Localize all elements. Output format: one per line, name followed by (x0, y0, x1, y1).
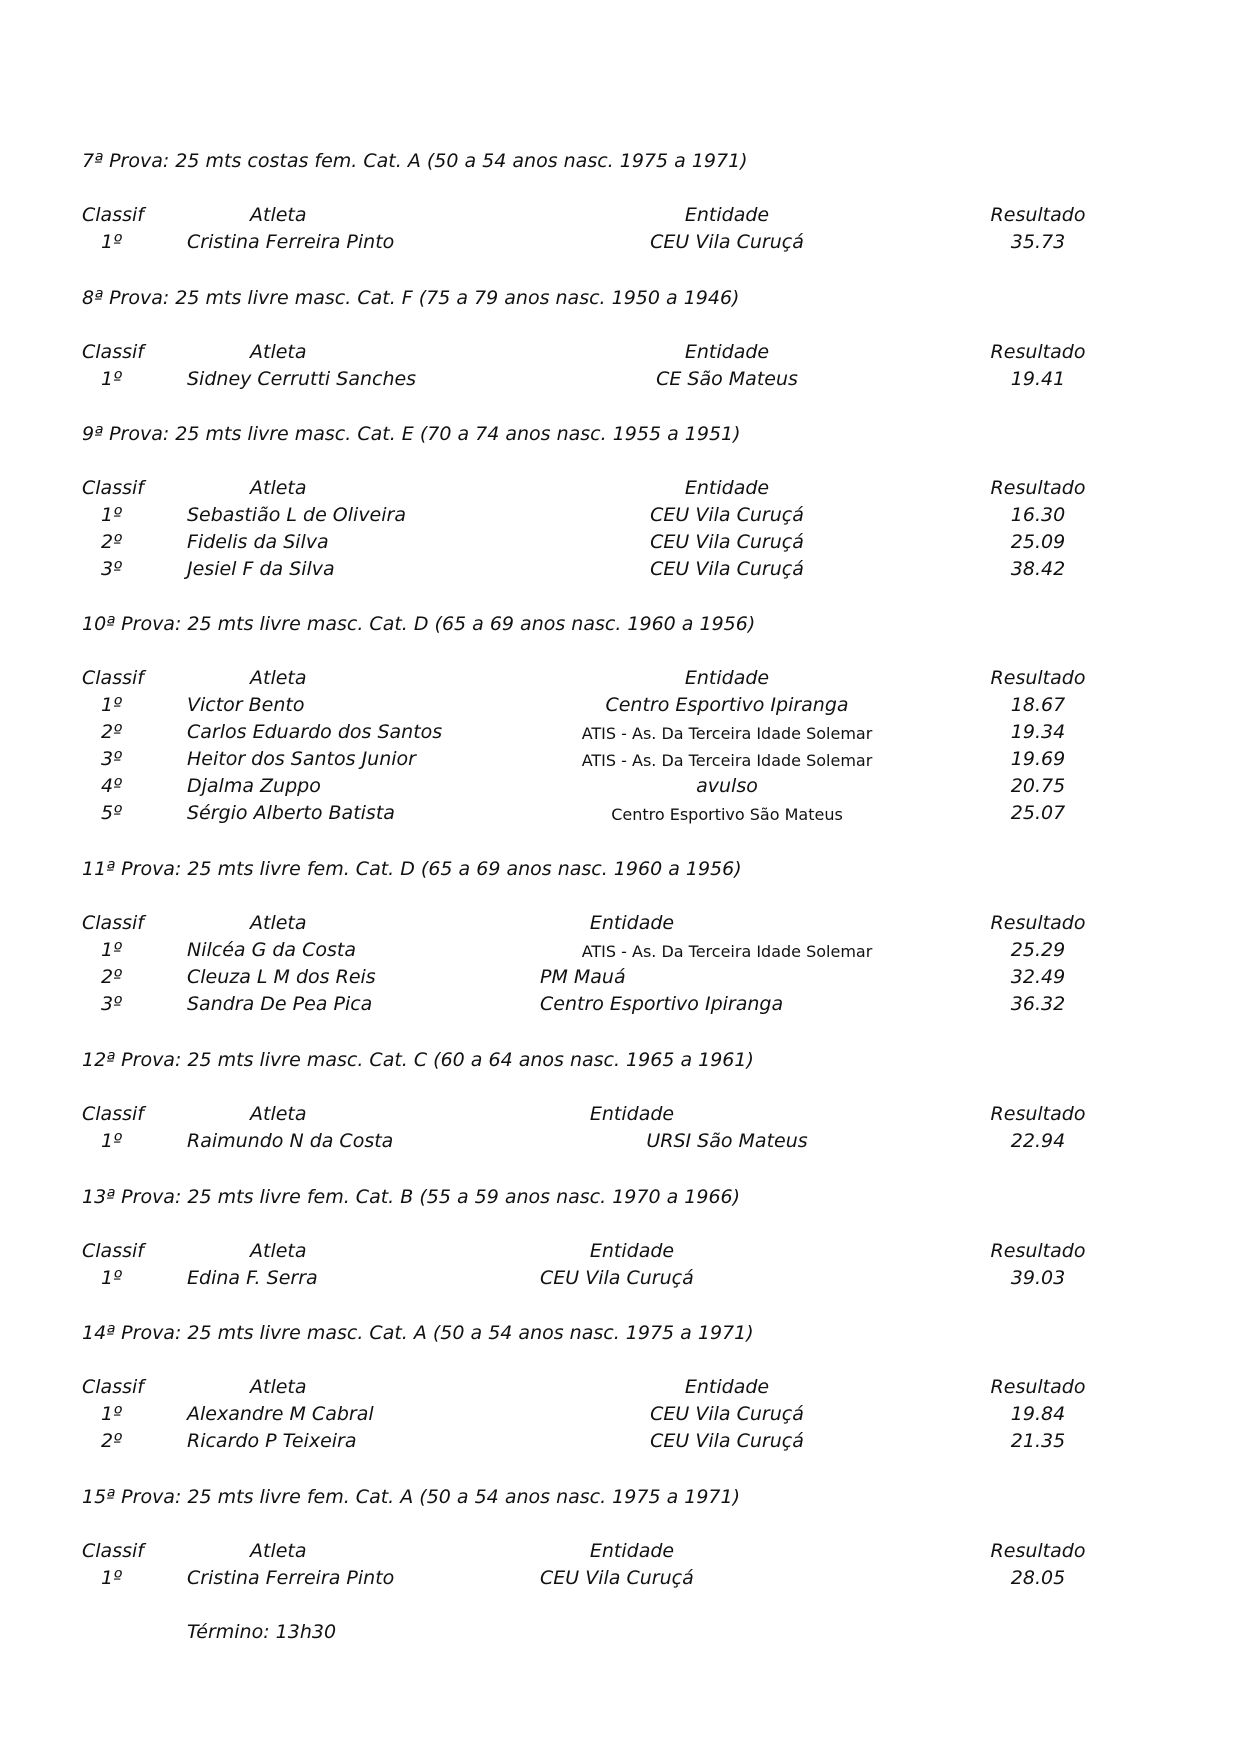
header-atleta: Atleta (250, 912, 307, 934)
row-rank: 1º (101, 694, 123, 716)
header-entidade: Entidade (589, 1240, 675, 1262)
header-entidade: Entidade (684, 341, 770, 363)
row-athlete: Fidelis da Silva (187, 531, 329, 553)
section-title: 12ª Prova: 25 mts livre masc. Cat. C (60 a 64 anos nasc. 1965 a 1961) (82, 1049, 754, 1071)
row-rank: 1º (101, 1267, 123, 1289)
header-entidade: Entidade (684, 204, 770, 226)
row-result: 39.03 (1010, 1267, 1066, 1289)
row-result: 25.09 (1010, 531, 1066, 553)
section-title: 14ª Prova: 25 mts livre masc. Cat. A (50 a 54 anos nasc. 1975 a 1971) (82, 1322, 754, 1344)
end-time: Término: 13h30 (187, 1621, 337, 1643)
row-athlete: Edina F. Serra (187, 1267, 318, 1289)
section-title: 15ª Prova: 25 mts livre fem. Cat. A (50 a 54 anos nasc. 1975 a 1971) (82, 1486, 741, 1508)
row-entity: PM Mauá (540, 966, 626, 988)
header-resultado: Resultado (990, 204, 1086, 226)
row-rank: 3º (101, 558, 123, 580)
row-result: 16.30 (1010, 504, 1066, 526)
row-athlete: Sidney Cerrutti Sanches (187, 368, 417, 390)
row-entity: CEU Vila Curuçá (650, 1430, 804, 1452)
header-resultado: Resultado (990, 912, 1086, 934)
header-classif: Classif (82, 1376, 144, 1398)
row-entity: ATIS - As. Da Terceira Idade Solemar (581, 751, 873, 770)
row-rank: 1º (101, 504, 123, 526)
row-rank: 3º (101, 748, 123, 770)
row-athlete: Sérgio Alberto Batista (187, 802, 395, 824)
header-atleta: Atleta (250, 341, 307, 363)
row-rank: 2º (101, 721, 123, 743)
row-result: 19.84 (1010, 1403, 1066, 1425)
row-entity: Centro Esportivo São Mateus (611, 805, 843, 824)
section-title: 11ª Prova: 25 mts livre fem. Cat. D (65 a 69 anos nasc. 1960 a 1956) (82, 858, 742, 880)
row-athlete: Cristina Ferreira Pinto (187, 231, 395, 253)
header-resultado: Resultado (990, 341, 1086, 363)
header-atleta: Atleta (250, 667, 307, 689)
header-atleta: Atleta (250, 1376, 307, 1398)
row-athlete: Jesiel F da Silva (187, 558, 335, 580)
header-classif: Classif (82, 477, 144, 499)
row-rank: 3º (101, 993, 123, 1015)
row-rank: 1º (101, 1130, 123, 1152)
row-entity: CEU Vila Curuçá (540, 1267, 694, 1289)
row-result: 32.49 (1010, 966, 1066, 988)
row-entity: CEU Vila Curuçá (650, 231, 804, 253)
row-athlete: Victor Bento (187, 694, 305, 716)
row-result: 25.07 (1010, 802, 1066, 824)
header-resultado: Resultado (990, 667, 1086, 689)
row-result: 20.75 (1010, 775, 1066, 797)
header-entidade: Entidade (684, 477, 770, 499)
row-entity: CEU Vila Curuçá (650, 1403, 804, 1425)
row-athlete: Alexandre M Cabral (187, 1403, 374, 1425)
row-entity: ATIS - As. Da Terceira Idade Solemar (581, 724, 873, 743)
row-athlete: Raimundo N da Costa (187, 1130, 394, 1152)
row-result: 19.41 (1010, 368, 1066, 390)
header-entidade: Entidade (589, 1540, 675, 1562)
row-rank: 1º (101, 1567, 123, 1589)
row-rank: 1º (101, 939, 123, 961)
row-athlete: Nilcéa G da Costa (187, 939, 356, 961)
header-classif: Classif (82, 341, 144, 363)
row-result: 19.69 (1010, 748, 1066, 770)
header-atleta: Atleta (250, 1540, 307, 1562)
row-entity: CE São Mateus (656, 368, 798, 390)
section-title: 7ª Prova: 25 mts costas fem. Cat. A (50 a 54 anos nasc. 1975 a 1971) (82, 150, 748, 172)
row-rank: 1º (101, 1403, 123, 1425)
header-classif: Classif (82, 1540, 144, 1562)
section-title: 10ª Prova: 25 mts livre masc. Cat. D (65 a 69 anos nasc. 1960 a 1956) (82, 613, 756, 635)
row-entity: Centro Esportivo Ipiranga (540, 993, 784, 1015)
row-entity: Centro Esportivo Ipiranga (605, 694, 849, 716)
row-entity: CEU Vila Curuçá (650, 504, 804, 526)
row-rank: 2º (101, 966, 123, 988)
row-athlete: Cristina Ferreira Pinto (187, 1567, 395, 1589)
row-athlete: Carlos Eduardo dos Santos (187, 721, 443, 743)
header-classif: Classif (82, 667, 144, 689)
header-classif: Classif (82, 1240, 144, 1262)
header-entidade: Entidade (589, 1103, 675, 1125)
row-result: 38.42 (1010, 558, 1066, 580)
row-result: 25.29 (1010, 939, 1066, 961)
row-result: 19.34 (1010, 721, 1066, 743)
row-athlete: Djalma Zuppo (187, 775, 321, 797)
row-entity: CEU Vila Curuçá (650, 558, 804, 580)
header-resultado: Resultado (990, 1540, 1086, 1562)
row-entity: avulso (696, 775, 758, 797)
row-rank: 2º (101, 531, 123, 553)
row-rank: 5º (101, 802, 123, 824)
header-resultado: Resultado (990, 1103, 1086, 1125)
row-result: 28.05 (1010, 1567, 1066, 1589)
row-result: 21.35 (1010, 1430, 1066, 1452)
row-rank: 1º (101, 368, 123, 390)
header-atleta: Atleta (250, 1240, 307, 1262)
header-resultado: Resultado (990, 477, 1086, 499)
row-athlete: Heitor dos Santos Junior (187, 748, 416, 770)
header-entidade: Entidade (684, 667, 770, 689)
section-title: 13ª Prova: 25 mts livre fem. Cat. B (55 a 59 anos nasc. 1970 a 1966) (82, 1186, 741, 1208)
header-classif: Classif (82, 204, 144, 226)
section-title: 8ª Prova: 25 mts livre masc. Cat. F (75 a 79 anos nasc. 1950 a 1946) (82, 287, 740, 309)
row-rank: 4º (101, 775, 123, 797)
header-classif: Classif (82, 1103, 144, 1125)
row-entity: CEU Vila Curuçá (540, 1567, 694, 1589)
header-atleta: Atleta (250, 477, 307, 499)
header-entidade: Entidade (589, 912, 675, 934)
header-resultado: Resultado (990, 1240, 1086, 1262)
row-result: 18.67 (1010, 694, 1066, 716)
header-classif: Classif (82, 912, 144, 934)
row-rank: 1º (101, 231, 123, 253)
row-athlete: Ricardo P Teixeira (187, 1430, 357, 1452)
row-athlete: Sebastião L de Oliveira (187, 504, 406, 526)
row-athlete: Sandra De Pea Pica (187, 993, 373, 1015)
row-rank: 2º (101, 1430, 123, 1452)
header-atleta: Atleta (250, 1103, 307, 1125)
header-entidade: Entidade (684, 1376, 770, 1398)
row-athlete: Cleuza L M dos Reis (187, 966, 376, 988)
row-entity: CEU Vila Curuçá (650, 531, 804, 553)
header-atleta: Atleta (250, 204, 307, 226)
row-result: 36.32 (1010, 993, 1066, 1015)
row-result: 35.73 (1010, 231, 1066, 253)
row-result: 22.94 (1010, 1130, 1066, 1152)
header-resultado: Resultado (990, 1376, 1086, 1398)
row-entity: URSI São Mateus (646, 1130, 808, 1152)
row-entity: ATIS - As. Da Terceira Idade Solemar (581, 942, 873, 961)
section-title: 9ª Prova: 25 mts livre masc. Cat. E (70 a 74 anos nasc. 1955 a 1951) (82, 423, 741, 445)
